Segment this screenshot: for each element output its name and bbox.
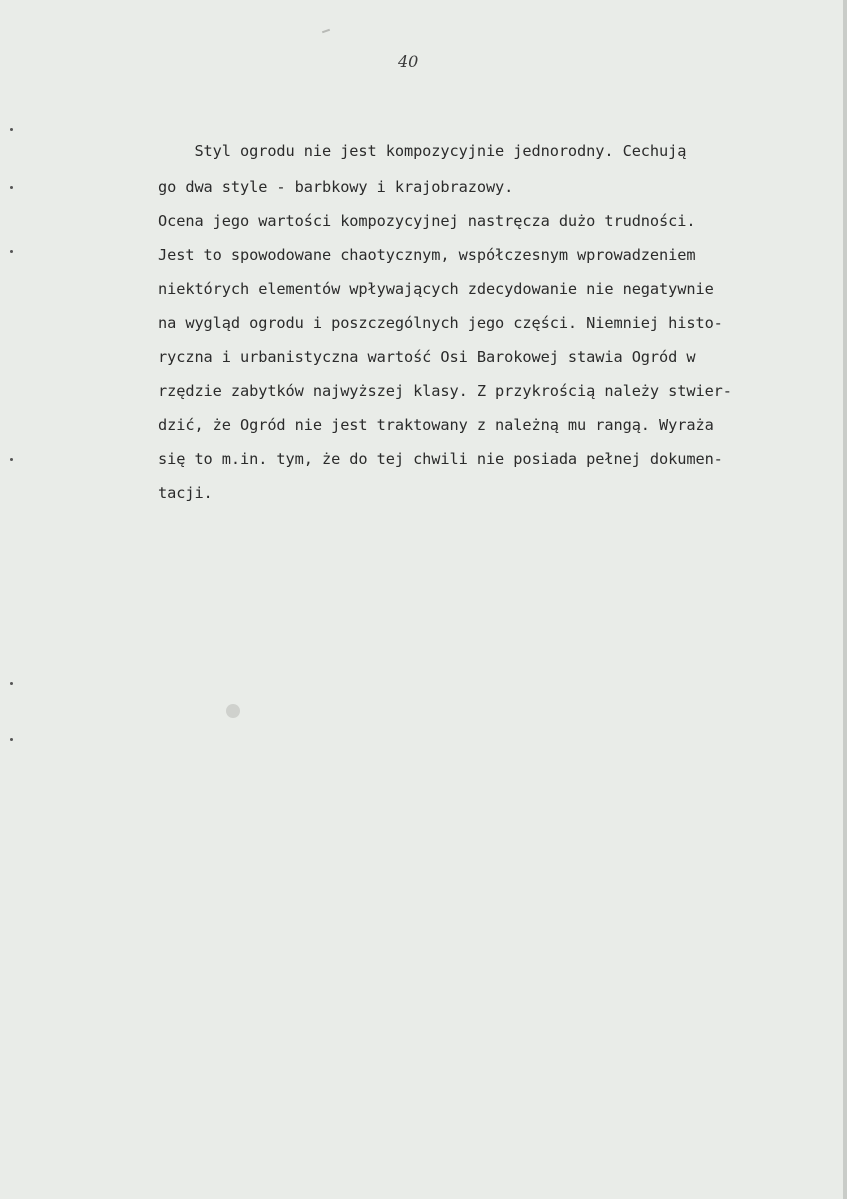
paragraph-line: tacji. <box>158 484 213 502</box>
paragraph-line: dzić, że Ogród nie jest traktowany z należną mu rangą. Wyraża <box>158 416 714 434</box>
margin-dot <box>10 186 13 189</box>
paragraph-line: rzędzie zabytków najwyższej klasy. Z przykrością należy stwier- <box>158 382 732 400</box>
paragraph-line: Jest to spowodowane chaotycznym, współczesnym wprowadzeniem <box>158 246 696 264</box>
paragraph-line: ryczna i urbanistyczna wartość Osi Barokowej stawia Ogród w <box>158 348 696 366</box>
paragraph-line: się to m.in. tym, że do tej chwili nie posiada pełnej dokumen- <box>158 450 723 468</box>
page-number: 40 <box>398 52 419 71</box>
paragraph-line: niektórych elementów wpływających zdecydowanie nie negatywnie <box>158 280 714 298</box>
pencil-mark <box>322 29 330 34</box>
paragraph-line: Ocena jego wartości kompozycyjnej nastręcza dużo trudności. <box>158 212 696 230</box>
paragraph-line: na wygląd ogrodu i poszczególnych jego części. Niemniej histo- <box>158 314 723 332</box>
paragraph-line: go dwa style - barbkowy i krajobrazowy. <box>158 178 514 196</box>
punch-hole-mark <box>226 704 240 718</box>
margin-dot <box>10 250 13 253</box>
paragraph-line: Styl ogrodu nie jest kompozycyjnie jednorodny. Cechują <box>158 142 687 160</box>
margin-dot <box>10 738 13 741</box>
margin-dot <box>10 682 13 685</box>
margin-dot <box>10 458 13 461</box>
margin-dot <box>10 128 13 131</box>
